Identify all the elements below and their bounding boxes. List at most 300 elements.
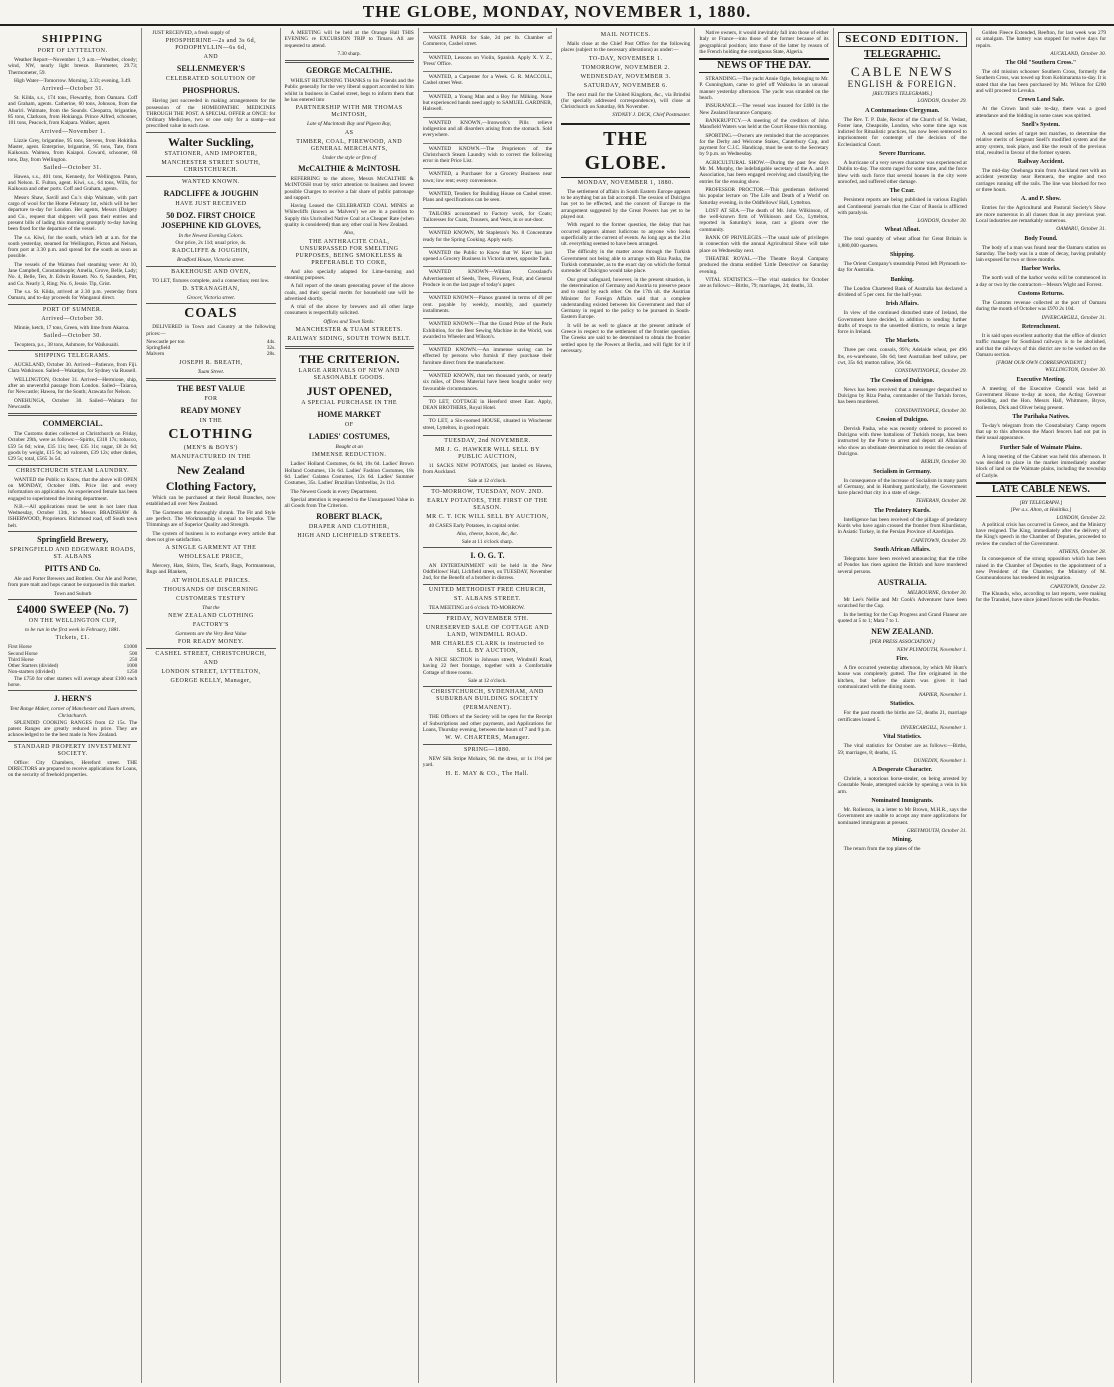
- masthead-title: THE GLOBE, MONDAY, NOVEMBER 1, 1880.: [362, 2, 752, 21]
- story: Persistent reports are being published in various English and Continental journals that the Czar of Russia is afflicted with paralysis.: [837, 197, 967, 216]
- dress-material-ad: WANTED KNOWN, that ten thousand yards, or nearly six miles, of Dress Material have been bought under very favourable circumstances.: [423, 370, 552, 394]
- young-man-ad: WANTED, a Young Man and a Boy for Milking. None but experienced hands need apply to SAMUEL GARDNER, Halswell.: [423, 91, 552, 115]
- story: The Rev. T. P. Dale, Rector of the Church of St. Vedast, Foster lane, Cheapside, London, who some time ago was indicted for Ritualistic practices, has now been sentenced to imprisonment for contempt of the decision of the Ecclesiastical Court.: [837, 116, 967, 148]
- suckling-heading: Walter Suckling,: [168, 134, 254, 149]
- albans: ST. ALBANS STREET.: [454, 595, 521, 602]
- story: A fire occurred yesterday afternoon, by which Mr Hunt's house was completely gutted. The fire originated in the kitchen, but before the alarm was given it had communicated with the dining room.: [837, 664, 967, 690]
- customers: CUSTOMERS TESTIFY: [176, 595, 246, 602]
- meeting-notice: A MEETING will be held at the Orange Hall THIS EVENING re EXCURSION TRIP to Timaru. All are requested to attend.: [284, 30, 414, 49]
- sumner-arrival: Minnie, ketch, 17 tons, Green, with lime from Akaroa.: [14, 324, 130, 331]
- prize-table: [8, 644, 137, 675]
- laundry-heading: CHRISTCHURCH STEAM LAUNDRY.: [16, 467, 130, 474]
- nz-heading: NEW ZEALAND.: [871, 627, 934, 637]
- english-foreign: ENGLISH & FOREIGN.: [847, 79, 957, 89]
- divider: [146, 132, 275, 133]
- subhead: The Czar.: [889, 188, 915, 195]
- column-7: [834, 28, 972, 1383]
- divider: [146, 648, 275, 649]
- phosphorus-heading: PHOSPHORUS.: [182, 86, 240, 96]
- unreserved-sale: UNRESERVED SALE OF COTTAGE AND LAND, WINDMILL ROAD.: [425, 625, 549, 639]
- wholesale-price: WHOLESALE PRICE,: [178, 554, 244, 561]
- pitts-heading: PITTS AND Co.: [44, 564, 101, 574]
- story: A second series of target test matches, to determine the relative merits of Sergeant Snell's modified system and the army system, took place, and like the result of the previous trial, resulted in favour of the former system.: [975, 130, 1106, 156]
- dateline: AUCKLAND, October 30.: [1050, 50, 1106, 57]
- dateline: LONDON, October 29.: [917, 98, 967, 105]
- ready-money: READY MONEY: [180, 406, 242, 416]
- story: The north wall of the harbor works will be commenced in a day or two by the contractors—Messrs Wight and Forrest.: [975, 275, 1106, 288]
- subhead: The Old "Southern Cross.": [1005, 60, 1077, 67]
- cable-news-heading: CABLE NEWS: [850, 64, 954, 79]
- divider: [8, 413, 137, 416]
- pitts-ad: Ale and Porter Brewers and Bottlers. Our Ale and Porter, from pure malt and hops cannot be surpassed in this market.: [8, 576, 138, 589]
- subhead: The Cession of Dulcigno.: [870, 377, 935, 384]
- single-garment: A SINGLE GARMENT AT THE: [165, 545, 257, 552]
- dateline: GREYMOUTH, October 31.: [906, 827, 967, 834]
- new-zealand-heading: New Zealand: [177, 463, 245, 478]
- prize-label: Third Horse: [8, 656, 34, 663]
- wanted-known-heading: WANTED KNOWN.: [181, 178, 240, 185]
- divider: [285, 60, 414, 63]
- for-line: FOR: [204, 396, 218, 403]
- lost-at-sea: LOST AT SEA.—The death of Mr. John Wilkinson, of the well-known firm of Wilkinson and Co., Lyttelton, reported in Saturday's issue, cast a gloom over the community.: [699, 207, 829, 233]
- attention: Special attention is requested to the Unsurpassed Value in all Goods from The Criterion.: [284, 496, 414, 510]
- story: In view of the continued disturbed state of Ireland, the Government have decided, in addition to sending further drafts of troops to the unsettled districts, to retain a large force in Ireland.: [837, 310, 967, 336]
- subhead: Irish Affairs.: [885, 301, 919, 308]
- charters: W. W. CHARTERS, Manager.: [445, 735, 530, 742]
- column-5: [557, 28, 695, 1383]
- subhead: A. and P. Show.: [1021, 196, 1061, 203]
- tuck-auction: MR C. T. ICK WILL SELL BY AUCTION,: [426, 513, 549, 520]
- subhead: Body Found.: [1024, 235, 1058, 242]
- subhead: The Predatory Kurds.: [873, 507, 931, 514]
- wednesday-heading: WEDNESDAY, NOVEMBER 3.: [580, 73, 671, 80]
- story: Dervish Pasha, who was recently ordered to proceed to Dulcigno with three battalions of Turkish troops, has been instructed by the Porte to arrest and deport all Albanians who show an obstinate determination to resist the cession of Dulcigno.: [837, 425, 967, 457]
- grocer: Grocer, Victoria street.: [186, 294, 236, 301]
- united-methodist: UNITED METHODIST FREE CHURCH,: [428, 586, 546, 593]
- subhead: Cession of Dulcigno.: [876, 416, 929, 423]
- phos-line: PHOSPHERINE—2s and 3s 6d, PODOPHYLLIN—6s 6d,: [165, 38, 257, 52]
- sale-11: Sale at 11 o'clock sharp.: [461, 538, 514, 545]
- dateline: LONDON, October 30.: [917, 218, 967, 225]
- arrivals: St. Kilda, s.s., 174 tons, Flewarthy, from Oamaru. Coff and Graham, agents. Catherine, 60 tons, Johnson, from the Ahuriri. Waimate, from the Sounds. Cleopatra, brigantine, 85 tons, Clarkson, from Hokianga. Prince Alfred, schooner, 101 tons, Peacock, from Kaipara. Walker, agent.: [8, 95, 138, 127]
- tickets: Tickets, £1.: [55, 635, 90, 642]
- mail-note: The next mail for the United Kingdom, &c., via Brindisi (for specially addressed correspondence), will close at Christchurch on Saturday, 6th November.: [561, 91, 691, 111]
- tomorrow-heading: TO-MORROW, TUESDAY, NOV. 2ND.: [431, 488, 544, 495]
- early-potatoes: EARLY POTATOES, THE FIRST OF THE SEASON.: [427, 497, 548, 511]
- shipping-para-4: The s.s. St. Kilda, arrived at 2.30 p.m. yesterday from Oamaru, and to-day proceeds for Wanganui direct.: [8, 288, 138, 302]
- story: The return from the top plates of the: [843, 846, 921, 853]
- rj-sign: RADCLIFFE & JOUGHIN,: [171, 248, 250, 255]
- hern-heading: J. HERN'S: [53, 694, 92, 704]
- dateline: CONSTANTINOPLE, October 29.: [894, 368, 967, 375]
- stranding: STRANDING.—The yacht Annie Ogle, belonging to Mr. P. Cunningham, came to grief off Waikuku in an unusual manner yesterday afternoon. The yacht was stranded on the beach.: [699, 76, 829, 102]
- sailed-sumner-heading: Sailed—October 30.: [43, 332, 102, 339]
- shipping-para-3: The vessels of the Waimea fuel steaming were: At 10, Jane Campbell, Constantinople; Amelia, Grove, Belle, Lady; No. 4, Belle, Ten, Jr. Edwin Bassett. No. 6, Saunders, Pitt, and Co. Nearly 3, Ring; No. 6, Jessie. Tip, Grist.: [8, 261, 138, 287]
- and-2: AND: [203, 660, 219, 667]
- subhead: The Markets.: [884, 338, 920, 345]
- vital-stats: VITAL STATISTICS.—The vital statistics for October are as follows:—Births, 79; marriages, 24; deaths, 33.: [699, 276, 829, 290]
- high-streets: HIGH AND LICHFIELD STREETS.: [297, 533, 401, 540]
- fifty-dozen: 50 DOZ. FIRST CHOICE JOSEPHINE KID GLOVES,: [160, 210, 261, 230]
- divider: [8, 531, 137, 532]
- subhead: Vital Statistics.: [883, 734, 922, 741]
- story: To-day's telegram from the Constabulary Camp reports that up to this afternoon the Maori fencers had not put in their usual appearance.: [975, 422, 1106, 442]
- subhead: Fire.: [896, 655, 909, 662]
- story: The mid-day Onehunga train from Auckland met with an accident yesterday near Remuera, the engine and two carriages running off the rails. The line was blocked for two or three hours.: [975, 168, 1106, 194]
- mercery: Mercery, Hats, Shirts, Ties, Scarfs, Bags, Portmanteaus, Rugs and Blankets,: [146, 563, 276, 576]
- costume-list: Ladies' Holland Costumes, 6s 6d, 10s 6d. Ladies' Brown Holland Costumes, 13s 6d. Ladies' Fashion Costumes, 18s 6d. Ladies' Galatea Costumes, 12s 6d. Ladies' Summer Costumes, 35s. Ladies' Brazilian Umbrellas, 2s 11d.: [284, 461, 414, 487]
- rj-addr: Bradford House, Victoria street.: [176, 257, 245, 264]
- story: Mr Lee's Nellie and Mr Cook's Adventurer have been scratched for the Cup.: [837, 597, 967, 610]
- coal-value: 32s.: [266, 345, 276, 352]
- story: Three per cent. consols, 99⅞; Adelaide wheat, per 496 lbs, ex-warehouse, 50s 6d; best Australian beef tallow, per cwt, 35s 6d; mutton tallow, 36s 6d.: [837, 347, 967, 367]
- tomorrow-heading: TOMORROW, NOVEMBER 2.: [581, 64, 670, 71]
- wholesale-prices: AT WHOLESALE PRICES.: [171, 577, 251, 584]
- full-report: A full report of the steam generating power of the above coals, and their special merits for household use will be advertised shortly.: [284, 283, 414, 302]
- railway: RAILWAY SIDING, SOUTH TOWN BELT.: [287, 336, 411, 343]
- saturday-heading: SATURDAY, NOVEMBER 6.: [583, 82, 668, 89]
- clothing-factory-heading: Clothing Factory,: [165, 479, 256, 494]
- timber: TIMBER, COAL, FIREWOOD, AND GENERAL MERCHANTS,: [296, 138, 403, 152]
- london-street: LONDON STREET, LYTTELTON,: [161, 669, 261, 676]
- partner-sub: Late of Macintosh Bay and Pigeon Bay,: [307, 121, 392, 128]
- prize-label: Other Starters (divided): [8, 663, 59, 670]
- subhead: Banking.: [890, 276, 914, 283]
- waste-paper-ad: WASTE PAPER for Sale, 2d per lb. Chamber of Commerce, Cashel street.: [423, 32, 552, 50]
- prize-label: Non-starters (divided): [8, 669, 55, 676]
- subhead: A Contumacious Clergyman.: [865, 107, 940, 114]
- bankruptcy: BANKRUPTCY.—A meeting of the creditors of John Mansfield Waters was held at the Court House this morning.: [699, 117, 829, 131]
- story: It is said upon excellent authority that the office of district traffic manager for Southland railways is to be abolished, and that the railways of this district are to be worked on the Oamaru section.: [975, 332, 1106, 358]
- factorys: FACTORY'S: [192, 622, 229, 629]
- brewery-heading: Springfield Brewery,: [37, 535, 109, 545]
- manchester: MANCHESTER & TUAM STREETS.: [295, 327, 403, 334]
- subhead: Statistics.: [889, 701, 915, 708]
- sumner-sailing: Tecoptera, p.s., 38 tons, Ashmore, for Waikouaiti.: [14, 341, 120, 348]
- mail-heading: MAIL NOTICES.: [600, 32, 651, 38]
- manufactured: MANUFACTURED IN THE: [170, 454, 251, 461]
- story: The Khundu, who, according to last reports, were making for the Transkei, have since joined forces with the Pondos.: [975, 590, 1106, 604]
- firm-name: McCALTHIE & McINTOSH.: [298, 163, 401, 173]
- coal-value: 44s.: [266, 338, 276, 345]
- building-society: CHRISTCHURCH, SYDENHAM, AND SUBURBAN BUILDING SOCIETY: [431, 689, 544, 703]
- divider: [285, 346, 414, 349]
- house-to-let: TO LET, a Six-roomed HOUSE, situated in Winchester street, Lyttelton, in good repair.: [423, 415, 552, 433]
- arrived-heading: Arrived—October 31.: [41, 86, 104, 93]
- iogt: I. O. G. T.: [470, 550, 505, 560]
- story: News has been received that a messenger despatched to Dulcigno by Riza Pasha, commander of the Turkish forces, has been murdered.: [837, 386, 967, 406]
- sailed-heading: Sailed—October 31.: [43, 164, 102, 171]
- late-cable-heading: LATE CABLE NEWS.: [976, 482, 1106, 497]
- australia-heading: AUSTRALIA.: [877, 577, 927, 587]
- cashel-street: CASHEL STREET, CHRISTCHURCH,: [155, 651, 267, 658]
- divider: [8, 741, 137, 742]
- story: The body of a man was found near the Oamaru station on Saturday. The body was in a state of decay, having probably lain exposed for two or three months.: [975, 244, 1106, 264]
- leader-3: The difficulty in the matter arose through the Turkish Government not being able to arrange with Riza Pasha, the Turkish commander, as to the exact day on which the formal surrender of Dulcigno would take place.: [561, 249, 691, 275]
- sale-12: Sale at 12 o'clock.: [468, 677, 507, 684]
- sweep-sub: ON THE WELLINGTON CUP,: [28, 617, 117, 624]
- subhead: Shipping.: [889, 252, 915, 259]
- prize-value: 500: [129, 650, 138, 657]
- draper: DRAPER AND CLOTHIER,: [308, 524, 390, 531]
- dateline: CONSTANTINOPLE, October 30.: [894, 407, 967, 414]
- sailings: Hawea, s.s., 401 tons, Kennedy, for Wellington. Paton, and Nelson. E. Fulton, agent. Kiwi, s.s., 64 tons, Wills, for Kaikoura and other ports. Coff and Graham, agents.: [8, 173, 138, 193]
- criterion-heading: THE CRITERION.: [298, 352, 400, 367]
- dateline: OAMARU, October 31.: [1056, 226, 1106, 233]
- port-sumner-heading: PORT OF SUMNER.: [42, 306, 103, 313]
- subhead: Railway Accident.: [1017, 159, 1065, 166]
- hern-sub: Tent Range Maker, corner of Manchester and Tuam streets, Christchurch.: [9, 706, 136, 719]
- silk-ad: NEW Silk Stripe Mohairs, 9d. the dress, or 1s 1½d per yard.: [422, 756, 553, 769]
- divider: [423, 613, 552, 614]
- robert-black: ROBERT BLACK,: [316, 512, 383, 522]
- leader-4: Our great safeguard, however, in the present situation, is the determination of Germany and Austria to preserve peace and to stand by each other. On the 17th ult. the Austrian Minister for Foreign Affairs said that a complete understanding existed between his Government and that of Germany in regard to the policy to be pursued in South-Eastern Europe.: [561, 276, 691, 321]
- meeting-time: 7.30 sharp.: [337, 50, 361, 57]
- dateline: WELLINGTON, October 30.: [1045, 367, 1106, 374]
- clothing-heading: CLOTHING: [168, 427, 254, 443]
- garments: The Garments are thoroughly shrunk. The Fit and Style are perfect. The Workmanship is equal to bespoke. The Trimmings are of Superior Quality and Strength.: [146, 509, 276, 529]
- column-1: [4, 28, 142, 1383]
- story: In the betting for the Cup Progress and Grand Flaneur are quoted at 5 to 1; Mata 7 to 1.: [837, 611, 967, 625]
- referring: REFERRING to the above, Messrs McCALTHIE & McINTOSH trust by strict attention to business and lowest possible Charges to receive a fair share of public patronage and support.: [284, 175, 414, 201]
- as-line: AS: [344, 129, 354, 136]
- column-4: [419, 28, 557, 1383]
- stranaghan: D. STRANAGHAN,: [182, 285, 240, 292]
- divider: [146, 303, 275, 304]
- home-market: HOME MARKET: [317, 410, 381, 420]
- subhead: Further Sale of Waimate Plains.: [999, 444, 1082, 451]
- partnership: PARTNERSHIP WITH MR THOMAS McINTOSH,: [295, 105, 403, 119]
- story: A meeting of the Executive Council was held at Government House to-day at noon, the Acting Governor presiding, and the Hon. Messrs Hall, Whitmore, Bryce, Rolleston, Dick and Oliver being present.: [975, 385, 1106, 411]
- leader-1: The settlement of affairs in South Eastern Europe appears to be anything but an fait accompli. The cession of Dulcigno has yet to be effected, and the concert of Europe to the arrangement suggested by the Great Powers has yet to be played out.: [561, 188, 691, 220]
- radcliffe-heading: RADCLIFFE & JOUGHIN: [163, 188, 259, 198]
- also-line: Also,: [343, 230, 355, 237]
- globe-title: THE GLOBE.: [561, 123, 690, 178]
- friday-heading: FRIDAY, NOVEMBER 5TH.: [446, 616, 529, 623]
- in-the: IN THE: [199, 418, 223, 425]
- breath-sign: JOSEPH R. BREATH,: [179, 359, 243, 366]
- evening-colors: In the Newest Evening Colors.: [178, 232, 244, 239]
- tenders-ad: WANTED, Tenders for Building House on Cashel street. Plans and specifications can be seen.: [423, 188, 552, 206]
- divider: [8, 304, 137, 305]
- sewing-machine-ad: WANTED KNOWN—That the Grand Prize of the Paris Exhibition, for the Best Sewing Machine in the World, was awarded to Wheeler and Wilson's.: [423, 318, 552, 342]
- subhead: The Parihaka Natives.: [1012, 413, 1070, 420]
- town-suburb: Town and Suburb: [53, 590, 92, 597]
- divider: [423, 584, 552, 585]
- divider: [423, 744, 552, 745]
- insurance: INSURANCE.—The vessel was insured for £400 in the New Zealand Insurance Company.: [699, 103, 829, 116]
- standard-heading: STANDARD PROPERTY INVESTMENT SOCIETY.: [13, 743, 132, 757]
- subhead: Severe Hurricane.: [878, 151, 926, 158]
- clark-body: A NICE SECTION in Johnson street, Windmill Road, having 22 feet frontage, together with a Comfortable Cottage of three rooms.: [422, 657, 553, 676]
- mccalthie-heading: GEORGE McCALTHIE.: [305, 66, 393, 76]
- divider: [8, 690, 137, 691]
- divider: [423, 486, 552, 487]
- leader-5: It will be as well to glance at the present attitude of Greece in respect to the settlement of the frontier question. The Greeks are said to be determined to obtain the frontier settled upon by the Powers at Berlin, and will fight for it if necessary.: [561, 322, 691, 354]
- style-line: Under the style or firm of: [322, 154, 377, 161]
- tuesday-heading: TUESDAY, 2nd NOVEMBER.: [444, 438, 531, 445]
- by-telegraph: [BY TELEGRAPH.]: [1019, 499, 1063, 506]
- sweep-heading: £4000 SWEEP (No. 7): [16, 601, 129, 616]
- society-body: THE Officers of the Society will be open for the Receipt of Subscriptions and other payments, and Applications for Loans, Thursday evening, between the hours of 7 and 9 p.m.: [422, 714, 553, 733]
- press-assoc: [PER PRESS ASSOCIATION.]: [869, 639, 935, 646]
- factory-body: Which can be purchased at their Retail Branches, now established all over New Zealand.: [146, 495, 276, 508]
- system: The system of business is to exchange every article that does not give satisfaction.: [146, 530, 276, 543]
- subhead: Snell's System.: [1021, 121, 1060, 128]
- dateline: INVERCARGILL, October 31.: [1041, 314, 1106, 321]
- reuters-tag: [REUTER'S TELEGRAMS.]: [872, 91, 933, 97]
- divider: [423, 435, 552, 436]
- subhead: Customs Returns.: [1017, 291, 1064, 298]
- just-received: JUST RECEIVED, a fresh supply of: [152, 30, 230, 36]
- tea-meeting: TEA MEETING at 6 o'clock TO-MORROW.: [428, 604, 525, 611]
- shipping-para-1: Messrs Shaw, Savill and Co.'s ship Waimate, with part cargo of wool for the Home February 1st, which will be her departure to-day for London. Her agents, Messrs (Dalgety and Co., request that shippers will pass their entries and present bills of lading this morning promptly to-day having been fixed for the departure of the vessel.: [8, 194, 138, 233]
- entertainment: AN ENTERTAINMENT will be held in the New Oddfellows' Hall, Lichfield street, on TUESDAY, November 2nd, for the Benefit of a brother in distress.: [422, 562, 553, 582]
- also-cheese: Also, cheese, bacon, &c, &c.: [456, 531, 519, 538]
- cottage-to-let: TO LET, COTTAGE in Hereford street East. Apply, DEAN BROTHERS, Royal Hotel.: [423, 396, 552, 414]
- story: For the past month the births are 52, deaths 21, marriage certificates issued 5.: [837, 710, 967, 723]
- dateline: NAPIER, November 1.: [918, 692, 967, 699]
- trial: A trial of the above by brewers and all other large consumers is respectfully solicited.: [284, 304, 414, 317]
- offices: Offices and Town Yards:: [323, 318, 375, 325]
- subhead: A Desperate Character.: [872, 767, 933, 774]
- for-ready: FOR READY MONEY.: [177, 639, 244, 646]
- story: Mr. Rolleston, in a letter to Mr Brown, M.H.R., says the Government are unable to accept any more applications for nominated immigrants at present.: [837, 807, 967, 826]
- telegram-1: AUCKLAND, October 30. Arrived—Patience, from Fiji. Clara Watkinson. Sailed—Wakatipu, for Sydney via Russell.: [8, 362, 138, 375]
- correspondent-tag: [FROM OUR OWN CORRESPONDENT.]: [995, 360, 1087, 367]
- may-co: H. E. MAY & CO., The Hall.: [445, 770, 530, 777]
- prize-value: £1000: [124, 644, 138, 651]
- prize-label: Second Horse: [8, 650, 38, 657]
- today-heading: TO-DAY, NOVEMBER 1.: [588, 55, 663, 62]
- dateline: MELBOURNE, October 30.: [907, 589, 967, 596]
- special-purchase: A SPECIAL PURCHASE IN THE: [301, 400, 398, 407]
- hawker-auction: MR J. G. HAWKER WILL SELL BY PUBLIC AUCTION,: [434, 447, 540, 461]
- dateline: CAPETOWN, October 29.: [911, 537, 967, 544]
- thousands: THOUSANDS OF DISCERNING: [163, 586, 259, 593]
- our-price: Our price, 2s 11d; usual price, 4s.: [175, 240, 247, 247]
- telegram-2: WELLINGTON, October 31. Arrived—Hermione, ship, after an uneventful passage from London. Sailed—Taiaroa, for Newcastle; Hawea, for the South; Arawata for Nelson.: [8, 376, 138, 396]
- of-line: OF: [344, 422, 354, 429]
- story: The London Chartered Bank of Australia has declared a dividend of 5 per cent. for the half-year.: [837, 285, 967, 298]
- column-3: [281, 28, 419, 1383]
- sacks: 11 SACKS NEW POTATOES, just landed ex Hawea, from Auckland.: [422, 463, 553, 476]
- column-8: [972, 28, 1110, 1383]
- dateline: CAPETOWN, October 23.: [1050, 583, 1106, 590]
- have-received: HAVE JUST RECEIVED: [175, 200, 247, 207]
- leader-2: With regard to the former question, the delay that has occurred appears almost ludicrous to anyone who looks superficially at the current of events. As long ago as the 21st ult. everything seemed to have been arranged.: [561, 222, 691, 248]
- high-water: High Water—Tomorrow. Morning, 3.33; evening, 3.49.: [14, 77, 132, 84]
- coal-row: [146, 351, 275, 357]
- carpenter-ad: WANTED, a Carpenter for a Week. G. R. MACCOLL, Cashel street West.: [423, 71, 552, 89]
- per-alton: [Per a.s. Alton, at Hokitika.]: [1010, 507, 1072, 514]
- anth-body: And also specially adapted for Lime-burning and steaming purposes.: [284, 268, 414, 281]
- spring-heading: SPRING—1880.: [464, 747, 511, 754]
- story: The old mission schooner Southern Cross, formerly the Southern Cross, was towed up from Kohimarama to-day. It is stated that she has been purchased by Mr. Wilson for £200 and will proceed to Levuka.: [975, 69, 1107, 95]
- second-edition: SECOND EDITION.: [838, 32, 967, 47]
- coal-label: Springfield: [146, 345, 171, 352]
- bank-privileges: BANK OF PRIVILEGES.—The usual sale of privileges in connection with the annual Agricultural Show will take place on Wednesday next.: [699, 235, 829, 254]
- shipping-heading: SHIPPING: [42, 33, 104, 45]
- anthracite: THE ANTHRACITE COAL, UNSURPASSED FOR SMELTING PURPOSES, BEING SMOKELESS & PREFERABLE TO COKE,: [295, 238, 403, 266]
- pills-ad: WANTED KNOWN,—Ironwork's Pills relieve indigestion and all disorders arising from the stomach. Sold everywhere.: [423, 117, 552, 141]
- story: A long meeting of the Cabinet was held this afternoon. It was decided to place in the market immediately another block of land on the Waimate plains, including the township of Carlyle.: [975, 453, 1106, 479]
- port-heading: PORT OF LYTTELTON.: [37, 48, 108, 54]
- subhead: Socialism in Germany.: [873, 468, 932, 475]
- subhead: Wheat Afloat.: [884, 227, 921, 234]
- brewery-sub: SPRINGFIELD AND EDGEWARE ROADS, ST. ALBANS: [9, 547, 136, 561]
- divider: [423, 686, 552, 687]
- dateline: BERLIN, October 30.: [920, 459, 967, 466]
- best-value: THE BEST VALUE: [176, 384, 245, 394]
- column-2: [142, 28, 280, 1383]
- story: Golden Fleece Extended, Reefton, for last week was 279 oz amalgam. The battery was stopped for twelve days for repairs.: [975, 30, 1106, 49]
- clark-auction: MR CHARLES CLARK is instructed to SELL BY AUCTION,: [430, 641, 545, 655]
- sale-time: Sale at 12 o'clock.: [468, 477, 507, 484]
- large-arrivals: LARGE ARRIVALS OF NEW AND SEASONABLE GOODS.: [298, 368, 400, 382]
- coals-heading: COALS: [184, 306, 238, 322]
- coal-label: Newcastle per ton: [146, 338, 185, 345]
- arrived-sumner-heading: Arrived—October 30.: [41, 315, 104, 322]
- just-opened: JUST OPENED,: [306, 384, 392, 399]
- furniture-ad: WANTED KNOWN.—An immense saving can be effected by persons who furnish if they purchase their furniture direct from the manufacturer.: [423, 344, 552, 368]
- story: At the Crown land sale to-day, there was a good attendance and the bidding in some cases was spirited.: [975, 106, 1106, 119]
- leased: Having Leased the CELEBRATED COAL MINES at Whitecliffs (known as 'Malvern') we are in a position to Supply this Unrivalled Native Coal at a Cheaper Rate (when quality is considered) than any other coal in New Zealand.: [284, 203, 414, 229]
- divider: [8, 465, 137, 466]
- standard-ad: Office: City Chambers, Hereford street. THE DIRECTORS are prepared to receive applications for Loans, on the security of freehold properties.: [8, 759, 138, 779]
- prize-value: 1250: [126, 669, 138, 676]
- story: Christie, a notorious horse-stealer, on being arrested by Constable Neale, attempted suicide by opening a vein in his arm.: [837, 776, 967, 795]
- tailors-ad: TAILORS accustomed to Factory work, for Coats; Tailoresses for Coats, Trousers, and Vests, in or out-door.: [423, 208, 552, 226]
- to-let-ad: TO LET, fixtures complete, and a connection; rent low.: [152, 277, 270, 284]
- sellen-sub: CELEBRATED SOLUTION OF: [165, 76, 256, 83]
- coal-value: 28s.: [266, 351, 276, 358]
- garments-best: Garments are the Very Best Value: [175, 631, 247, 638]
- story: The Orient Company's steamship Potosi left Plymouth to-day for Australia.: [837, 261, 967, 274]
- subhead: Mining.: [892, 837, 913, 844]
- phos-body: Having just succeeded in making arrangements for the possession of the HOMEOPATHIC MEDICINES THROUGH THE POST. A SPECIAL OFFER at ONCE: for Ordinary Medicines, two or one only for a stamp—not prescribed value in each case.: [146, 98, 276, 130]
- story: Entries for the Agricultural and Pastoral Society's Show are more numerous in all classes than in any previous year. Local industries are remarkably numerous.: [975, 205, 1106, 224]
- story: In consequence of the strong opposition which has been raised in the Chamber of Deputies to the appointment of a new President of the Chamber, the Ministry of M. Coumoundouros has tendered its resignation.: [975, 556, 1106, 582]
- sweep-note: The £750 for other starters will average about £100 each horse.: [8, 675, 138, 688]
- divider: [146, 176, 275, 177]
- dateline: TEHERAN, October 28.: [915, 498, 967, 505]
- commercial-heading: COMMERCIAL.: [42, 419, 103, 429]
- hern-ad: SPLENDID COOKING RANGES from £2 15s. The patent Ranges are greatly reduced in price. They are acknowledged to be the best made in New Zealand.: [8, 719, 138, 739]
- agricultural: AGRICULTURAL SHOW.—During the past few days Mr. M. Murphy, the indefatigable secretary of the A. and P. Association, has been engaged receiving and classifying the entries for the ensuing show.: [699, 159, 829, 185]
- story: A political crisis has occurred in Greece, and the Ministry have resigned. The King, immediately after the delivery of the King's speech in the Chamber of Deputies, proceeded to review the conduct of the Government.: [975, 521, 1106, 547]
- divider: [146, 378, 275, 381]
- story: A hurricane of a very severe character was experienced at Dublin to-day. The storm raged for some time, and the force blew with such force that several houses in the city were unroofed, and suffered other damage.: [837, 160, 967, 185]
- globe-date: MONDAY, NOVEMBER 1, 1880.: [577, 179, 674, 186]
- telegraphic-heading: TELEGRAPHIC.: [864, 49, 941, 60]
- permanent: (PERMANENT).: [463, 705, 512, 712]
- theatre-royal: THEATRE ROYAL.—The Theatre Royal Company produced the drama entitled 'Little Detective' on Saturday evening.: [699, 255, 829, 275]
- story: The total quantity of wheat afloat for Great Britain is 1,880,000 quarters.: [837, 236, 967, 249]
- columns: [4, 28, 1110, 1383]
- professor: PROFESSOR PROCTOR.—This gentleman delivered his popular lecture on 'The Life and Death of a World' on Saturday evening, in the Oddfellows' Hall, Lyttelton.: [699, 186, 829, 206]
- subhead: Retrenchment.: [1021, 323, 1060, 330]
- prize-label: First Horse: [8, 644, 32, 651]
- nz-clothing: NEW ZEALAND CLOTHING: [168, 613, 254, 620]
- purchaser-ad: WANTED, a Purchaser for a Grocery Business near town; low rent; every convenience.: [423, 168, 552, 186]
- laundry-ad-2: N.B.—All applications must be sent in not later than Wednesday, October 13th, to Messrs BRADSHAW & ISHERWOOD, Proprietors. Richmond road, off South town belt.: [8, 503, 138, 529]
- arrivals-2: Lizzie Grey, brigantine, 95 tons, Stevens, from Hokitika. Master, agent. Enterprise, brigantine, 95 tons, Tate, from Kaikoura. Waimea, from Kaiapoi. Coward, schooner, 60 tons, Day, from Wellington.: [8, 137, 138, 163]
- subhead: Crown Land Sale.: [1017, 97, 1065, 104]
- prize-value: 250: [129, 656, 138, 663]
- mccalthie-body: WHILST RETURNING THANKS to his Friends and the Public generally for the very liberal support accorded to him whilst in business in Cashel street, begs to inform them that he has entered into: [284, 78, 414, 104]
- pianos-ad: WANTED KNOWN—Pianos granted in terms of 40 per cent. payable by weekly, monthly, and quarterly installments.: [423, 292, 552, 316]
